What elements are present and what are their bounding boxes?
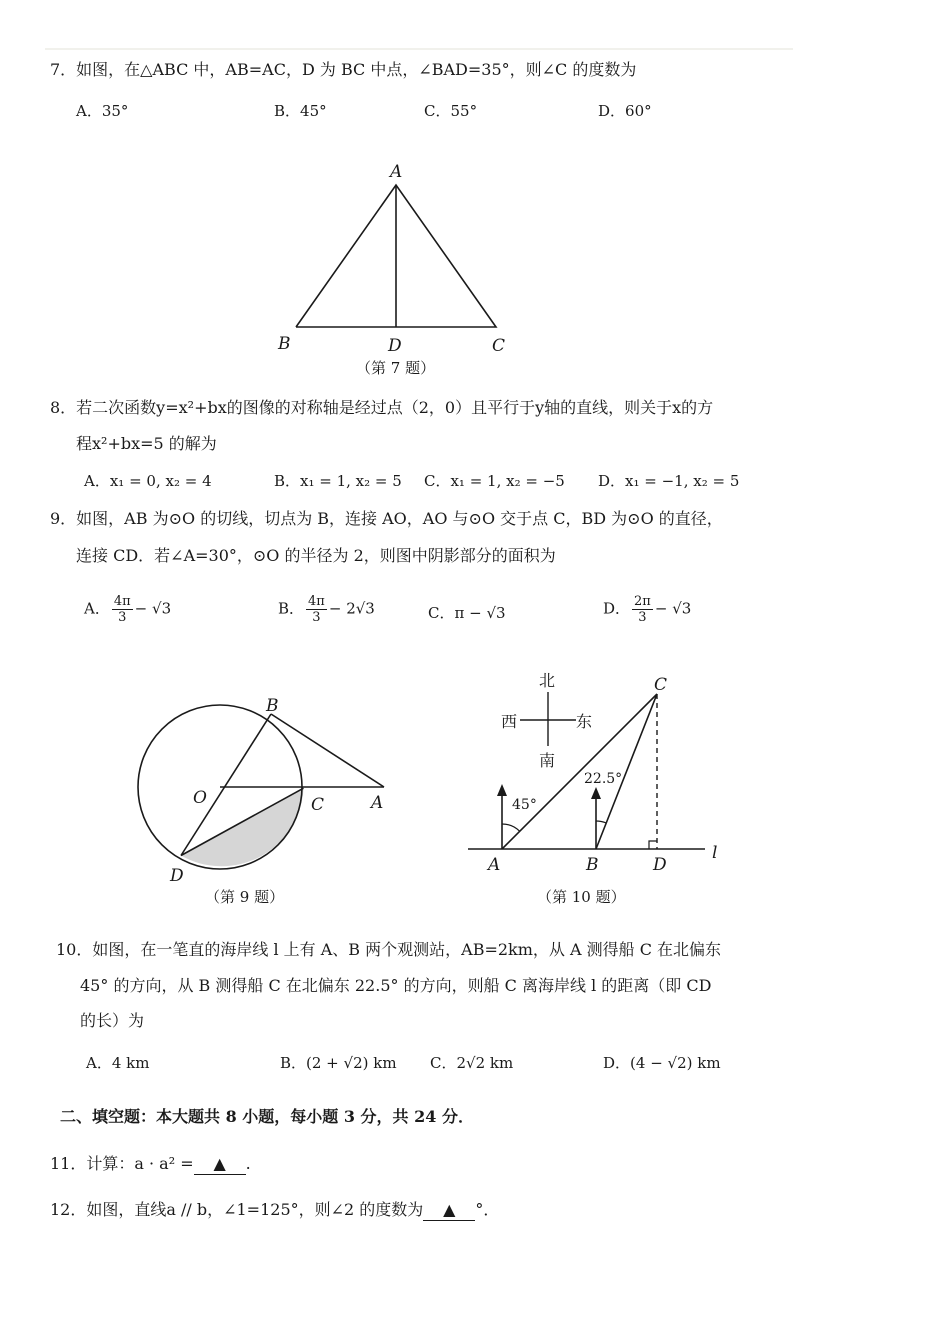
compass-east: 东 [576,712,593,731]
q7-label-d: D [388,336,402,356]
q10-label-d: D [653,855,667,875]
q10-option-c: C．2√2 km [430,1054,514,1072]
q10-option-a: A．4 km [86,1054,150,1072]
q12-answer-blank: ▲ [423,1200,475,1221]
section-2-heading: 二、填空题：本大题共 8 小题，每小题 3 分，共 24 分． [60,1107,474,1126]
q9-label-b: B [266,696,279,716]
compass-west: 西 [501,712,518,731]
q10-option-b: B．(2 + √2) km [280,1054,397,1072]
q9-option-d-num: 2π [634,594,651,609]
q10-angle-label-45: 45° [512,797,537,813]
q11-answer-blank: ▲ [194,1154,246,1175]
q9-option-b-den: 3 [312,610,321,625]
q9-label-a: A [371,793,384,813]
q9-option-d-den: 3 [638,610,647,625]
q9-caption: （第 9 题） [205,888,285,906]
q8-stem-line1: 8．若二次函数y=x²+bx的图像的对称轴是经过点（2，0）且平行于y轴的直线，则关于x的方 [50,398,714,417]
q10-angle-label-22-5: 22.5° [584,771,623,787]
q7-label-c: C [492,336,506,356]
q10-label-c: C [654,675,668,695]
q9-option-d: D． $\frac{2\pi}{3}$ − √3 [603,594,692,625]
q10-angle-arc-a [502,824,520,831]
q10-label-b: B [586,855,599,875]
q7-option-a: A．35° [76,102,129,120]
q8-option-b: B．x₁ = 1, x₂ = 5 [274,472,402,490]
q9-stem-line1: 9．如图，AB 为⊙O 的切线，切点为 B，连接 AO，AO 与⊙O 交于点 C，BD 为⊙O 的直径， [50,509,723,528]
q8-option-d: D．x₁ = −1, x₂ = 5 [598,472,740,490]
q9-label-c: C [311,795,325,815]
q7-figure [270,155,530,355]
q9-option-a: A． $\frac{4\pi}{3}$ − √3 [84,594,172,625]
q10-right-angle-mark [649,841,657,849]
compass-north: 北 [539,671,556,690]
q9-stem-line2: 连接 CD．若∠A=30°，⊙O 的半径为 2，则图中阴影部分的面积为 [76,546,556,565]
q10-caption: （第 10 题） [537,888,626,906]
q8-stem-line2: 程x²+bx=5 的解为 [76,434,217,453]
q9-option-b-num: 4π [308,594,325,609]
q9-option-c: C．π − √3 [428,604,506,622]
q12: 12．如图，直线a // b，∠1=125°，则∠2 的度数为 ▲ °． [50,1200,500,1219]
q8-option-a: A．x₁ = 0, x₂ = 4 [84,472,212,490]
compass-south: 南 [539,751,556,770]
q10-arrowhead-a [497,784,507,796]
q7-option-c: C．55° [424,102,478,120]
q10-arrowhead-b [591,787,601,799]
q7-label-a: A [390,162,403,182]
q10-stem-line1: 10．如图，在一笔直的海岸线 l 上有 A、B 两个观测站，AB=2km，从 A 测得船 C 在北偏东 [56,940,722,959]
q9-figure [130,690,410,890]
q9-option-b: B． $\frac{4\pi}{3}$ − 2√3 [278,594,375,625]
q9-option-a-den: 3 [118,610,127,625]
q9-label-o: O [193,788,207,808]
top-divider [45,48,793,50]
q7-option-b: B．45° [274,102,327,120]
q10-label-l: l [712,843,718,863]
q9-label-d: D [170,866,184,886]
q10-stem-line3: 的长）为 [80,1011,145,1030]
q10-stem-line2: 45° 的方向，从 B 测得船 C 在北偏东 22.5° 的方向，则船 C 离海岸线 l 的距离（即 CD [80,976,712,995]
q9-tangent-ab [271,714,384,787]
q8-option-c: C．x₁ = 1, x₂ = −5 [424,472,565,490]
q10-option-d: D．(4 − √2) km [603,1054,721,1072]
q7-stem: 7．如图，在△ABC 中，AB=AC，D 为 BC 中点，∠BAD=35°，则∠C 的度数为 [50,60,637,79]
q7-caption: （第 7 题） [356,359,436,377]
q10-figure [460,662,760,882]
q9-option-a-num: 4π [113,594,131,609]
q7-option-d: D．60° [598,102,652,120]
q10-label-a: A [488,855,501,875]
q7-label-b: B [278,334,291,354]
q10-angle-arc-b [596,821,606,823]
q11: 11．计算：a · a² = ▲ . [50,1154,251,1173]
